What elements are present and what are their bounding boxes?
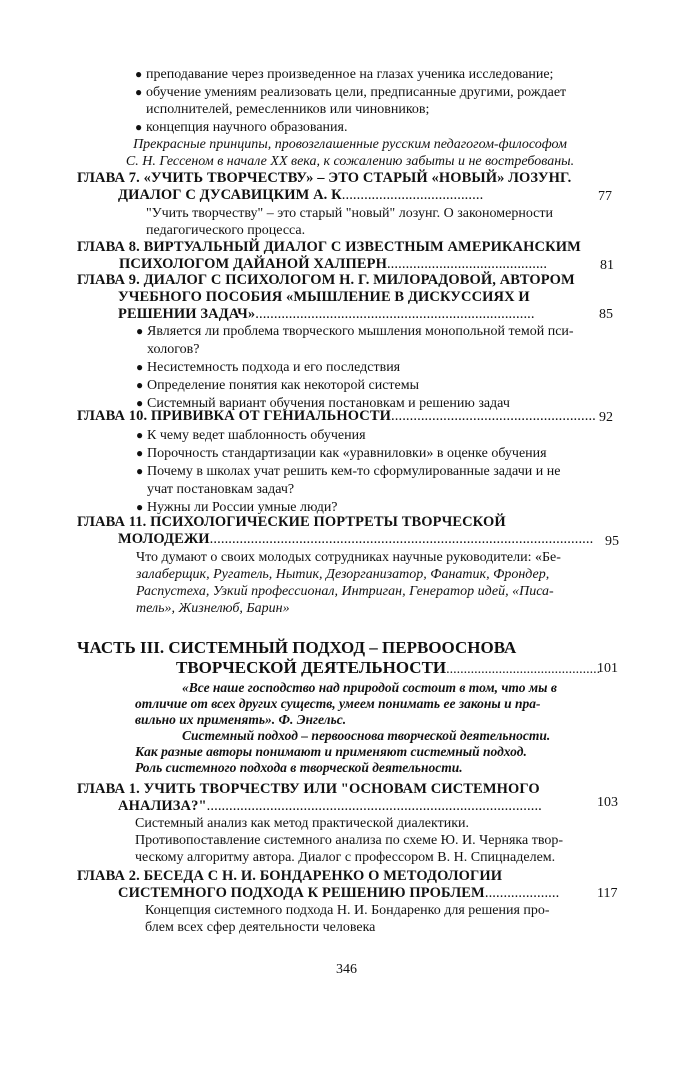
note-line: Прекрасные принципы, провозглашенные русским педагогом-философом xyxy=(133,137,567,152)
list-item: ● Порочность стандартизации как «уравниловки» в оценке обучения xyxy=(136,446,547,461)
toc-chapter-9[interactable]: ГЛАВА 9. ДИАЛОГ С ПСИХОЛОГОМ Н. Г. МИЛОРАДОВОЙ, АВТОРОМ УЧЕБНОГО ПОСОБИЯ «МЫШЛЕНИЕ В ДИСКУССИЯХ И РЕШЕНИИ ЗАДАЧ»........................................................................... xyxy=(77,272,575,322)
leader-dots: ........................................... xyxy=(386,256,548,272)
list-item: ● Нужны ли России умные люди? xyxy=(136,500,338,515)
list-item: ● Несистемность подхода и его последствия xyxy=(136,360,401,375)
page-ref: 81 xyxy=(600,258,614,273)
chapter-description: Концепция системного подхода Н. И. Бондаренко для решения про- блем всех сфер деятельности человека xyxy=(145,903,550,935)
leader-dots: .......................................................................................... xyxy=(206,798,542,814)
toc-chapter-10[interactable]: ГЛАВА 10. ПРИВИВКА ОТ ГЕНИАЛЬНОСТИ....................................................... xyxy=(77,408,596,424)
page-ref: 85 xyxy=(599,307,613,322)
leader-dots: ...................................... xyxy=(341,187,484,203)
bullet-icon: ● xyxy=(135,85,143,99)
bullet-icon: ● xyxy=(136,324,144,338)
bullet-icon: ● xyxy=(136,360,144,374)
bullet-icon: ● xyxy=(136,500,144,514)
note-line: С. Н. Гессеном в начале XX века, к сожалению забыты и не востребованы. xyxy=(125,154,575,169)
page-ref: 101 xyxy=(597,661,618,676)
bullet-icon: ● xyxy=(136,464,144,478)
list-item xyxy=(135,66,595,83)
bullet-icon: ● xyxy=(136,378,144,392)
chapter-title-line: ГЛАВА 7. «УЧИТЬ ТВОРЧЕСТВУ» – ЭТО СТАРЫЙ «НОВЫЙ» ЛОЗУНГ. xyxy=(77,170,572,186)
list-item-text: преподавание через произведенное на глазах ученика исследование; xyxy=(146,67,554,82)
list-item xyxy=(135,84,595,101)
leader-dots: ............................................ xyxy=(446,662,601,677)
list-item: ● К чему ведет шаблонность обучения xyxy=(136,428,366,443)
bullet-icon: ● xyxy=(135,67,143,81)
list-item-text: обучение умениям реализовать цели, предписанные другими, рождает xyxy=(146,85,567,100)
chapter-description: Системный анализ как метод практической диалектики. Противопоставление системного анализа по схеме Ю. И. Черняка твор- ческому алгоритму автора. Диалог с профессором В. Н. Спицнаделем. xyxy=(135,816,563,865)
chapter-description: Что думают о своих молодых сотрудниках научные руководители: «Бе- залаберщик, Ругатель, Нытик, Дезорганизатор, Фанатик, Фрондер, Распустеха, Узкий профессионал, Интриган, Генератор идей, «Писа- тель», Жизнелюб, Барин» xyxy=(136,550,561,616)
chapter-title-line: ДИАЛОГ С ДУСАВИЦКИМ А. К...................................... xyxy=(118,187,484,203)
list-item-text: концепция научного образования. xyxy=(146,120,348,135)
page-number: 346 xyxy=(336,962,357,977)
toc-chapter-11[interactable]: ГЛАВА 11. ПСИХОЛОГИЧЕСКИЕ ПОРТРЕТЫ ТВОРЧЕСКОЙ МОЛОДЕЖИ....................................................................................................... xyxy=(77,514,594,547)
page-ref: 92 xyxy=(599,410,613,425)
page-ref: 95 xyxy=(605,534,619,549)
bullet-icon: ● xyxy=(136,446,144,460)
list-item-continuation: исполнителей, ремесленников или чиновников; xyxy=(146,102,430,117)
section-note xyxy=(100,136,600,170)
list-item: ● Определение понятия как некоторой системы xyxy=(136,378,420,393)
leader-dots: ....................................................... xyxy=(391,408,596,424)
part-epigraph: «Все наше господство над природой состоит в том, что мы в отличие от всех других существ, умеем понимать ее законы и пра- вильно их применять». Ф. Энгельс. Системный подход – первооснова творческой деятельности. Как разные авторы понимают и применяют системный подход. Роль системного подхода в творческой деятельности. xyxy=(135,680,557,775)
toc-part3-chapter-1[interactable]: ГЛАВА 1. УЧИТЬ ТВОРЧЕСТВУ ИЛИ "ОСНОВАМ СИСТЕМНОГО АНАЛИЗА?".......................................................................................... xyxy=(77,781,542,814)
list-item: ● Почему в школах учат решить кем-то сформулированные задачи и не xyxy=(136,464,561,479)
list-item xyxy=(135,119,595,136)
bullet-icon: ● xyxy=(136,396,144,410)
bullet-icon: ● xyxy=(135,120,143,134)
chapter-description: "Учить творчеству" – это старый "новый" лозунг. О закономерности педагогического процесса. xyxy=(146,206,554,238)
list-item: ● Является ли проблема творческого мышления монопольной темой пси- xyxy=(136,324,574,339)
toc-part3-chapter-2[interactable]: ГЛАВА 2. БЕСЕДА С Н. И. БОНДАРЕНКО О МЕТОДОЛОГИИ СИСТЕМНОГО ПОДХОДА К РЕШЕНИЮ ПРОБЛЕМ.................... xyxy=(77,868,560,901)
leader-dots: ....................................................................................................... xyxy=(209,531,594,547)
page-ref: 77 xyxy=(598,189,612,204)
leader-dots: ........................................................................... xyxy=(255,306,535,322)
page-ref: 117 xyxy=(597,886,618,901)
toc-chapter-7[interactable] xyxy=(77,170,597,204)
toc-part-3[interactable]: ЧАСТЬ III. СИСТЕМНЫЙ ПОДХОД – ПЕРВООСНОВА ТВОРЧЕСКОЙ ДЕЯТЕЛЬНОСТИ............................................ xyxy=(77,638,601,677)
bullet-icon: ● xyxy=(136,428,144,442)
list-item-continuation: хологов? xyxy=(147,342,200,357)
page-ref: 103 xyxy=(597,795,618,810)
leader-dots: .................... xyxy=(484,885,560,901)
list-item: ● Системный вариант обучения постановкам и решению задач xyxy=(136,396,510,411)
toc-chapter-8[interactable]: ГЛАВА 8. ВИРТУАЛЬНЫЙ ДИАЛОГ С ИЗВЕСТНЫМ АМЕРИКАНСКИМ ПСИХОЛОГОМ ДАЙАНОЙ ХАЛПЕРН........................................... xyxy=(77,239,581,272)
list-item-continuation: учат постановкам задач? xyxy=(147,482,295,497)
